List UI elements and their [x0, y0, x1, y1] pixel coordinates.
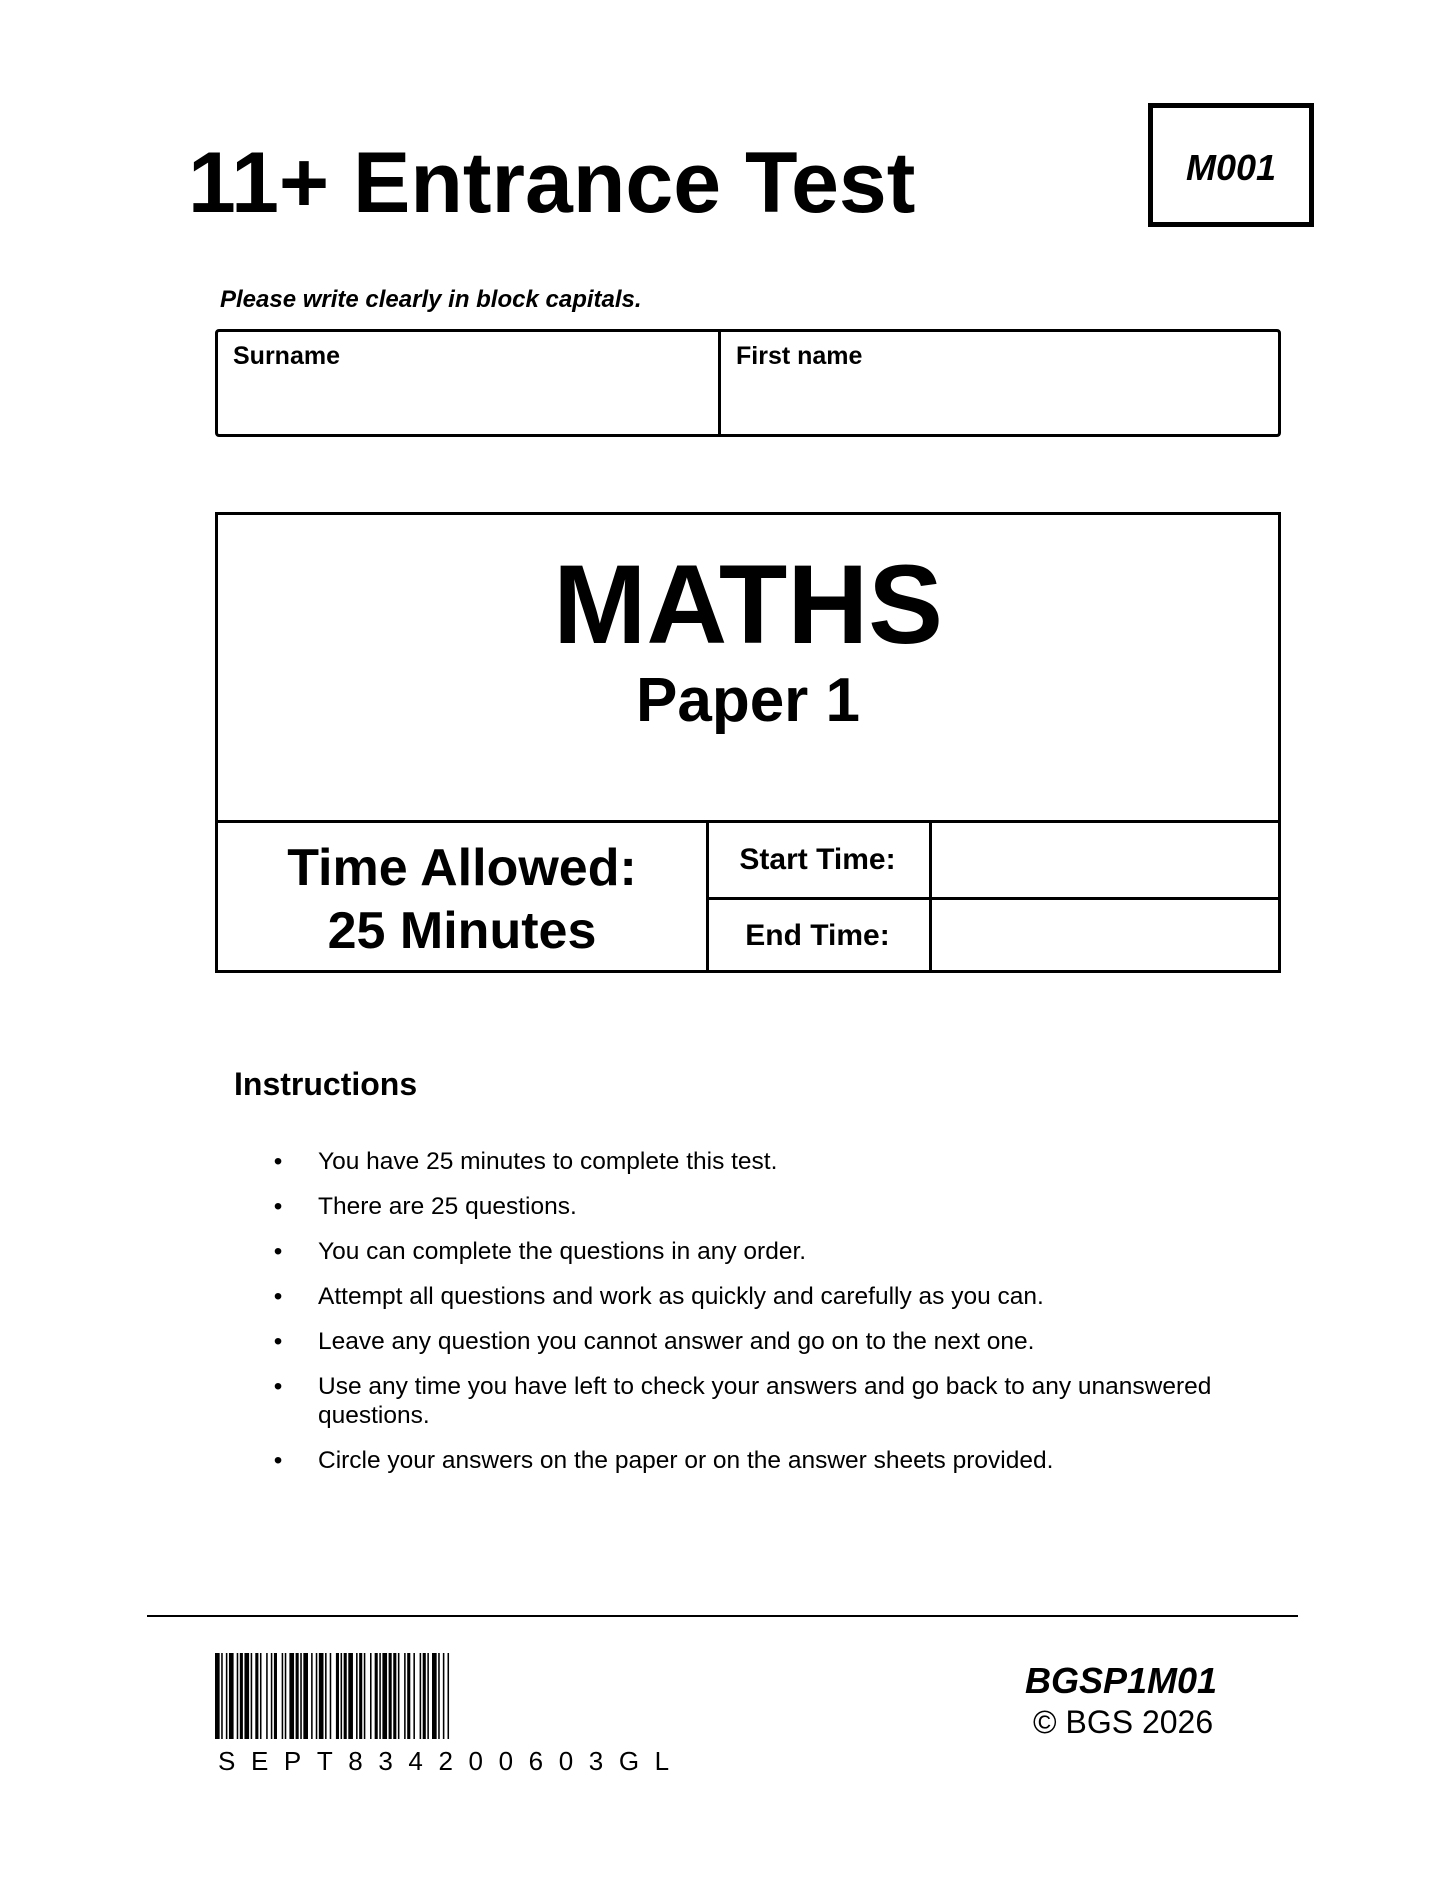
first-name-label: First name: [736, 342, 863, 370]
barcode-bar: [229, 1653, 234, 1739]
instruction-text: You have 25 minutes to complete this test.: [318, 1148, 778, 1175]
barcode-bar: [237, 1653, 239, 1739]
paper-code: M001: [1185, 147, 1277, 188]
barcode-bar: [240, 1653, 243, 1739]
instructions-heading: Instructions: [234, 1066, 418, 1102]
list-item: • You have 25 minutes to complete this test.: [273, 1148, 778, 1175]
surname-field[interactable]: [218, 332, 718, 434]
list-item: • Circle your answers on the paper or on the answer sheets provided.: [273, 1447, 1054, 1474]
barcode-bar: [255, 1653, 258, 1739]
barcode-bar: [389, 1653, 392, 1739]
page-title: 11+ Entrance Test: [188, 135, 916, 231]
barcode-bar: [407, 1653, 410, 1739]
barcode: [215, 1653, 649, 1739]
barcode-bar: [348, 1653, 353, 1739]
barcode-bar: [251, 1653, 253, 1739]
barcode-bar: [427, 1653, 429, 1739]
paper-number: Paper 1: [635, 666, 861, 735]
candidate-name-box: [215, 329, 1281, 437]
instruction-text: Leave any question you cannot answer and go on to the next one.: [318, 1328, 1035, 1355]
list-item: • You can complete the questions in any order.: [273, 1238, 807, 1265]
barcode-bar: [311, 1653, 313, 1739]
barcode-bar: [438, 1653, 440, 1739]
list-item: • Leave any question you cannot answer and go on to the next one.: [273, 1328, 1035, 1355]
barcode-bar: [244, 1653, 249, 1739]
barcode-bar: [420, 1653, 422, 1739]
block-capitals-note: Please write clearly in block capitals.: [220, 286, 642, 313]
barcode-bar: [423, 1653, 426, 1739]
barcode-bar: [382, 1653, 387, 1739]
barcode-bar: [282, 1653, 284, 1739]
barcode-bar: [336, 1653, 339, 1739]
barcode-bar: [260, 1653, 262, 1739]
list-item: • Attempt all questions and work as quickly and carefully as you can.: [273, 1283, 1044, 1310]
list-item: • Use any time you have left to check your answers and go back to any unanswered questions.: [273, 1373, 1212, 1429]
barcode-bar: [319, 1653, 324, 1739]
barcode-bar: [226, 1653, 228, 1739]
first-name-field[interactable]: [721, 332, 1278, 434]
barcode-bar: [303, 1653, 308, 1739]
copyright: © BGS 2026: [1033, 1704, 1214, 1740]
instruction-text: Circle your answers on the paper or on the answer sheets provided.: [318, 1447, 1054, 1474]
barcode-bar: [221, 1653, 223, 1739]
barcode-bar: [443, 1653, 445, 1739]
barcode-bar: [215, 1653, 220, 1739]
barcode-bar: [432, 1653, 437, 1739]
time-allowed-label: Time Allowed:: [287, 839, 637, 897]
barcode-bar: [448, 1653, 450, 1739]
list-item: • There are 25 questions.: [273, 1193, 577, 1220]
barcode-bar: [375, 1653, 378, 1739]
barcode-bar: [359, 1653, 362, 1739]
barcode-bar: [393, 1653, 396, 1739]
barcode-bar: [341, 1653, 343, 1739]
barcode-bar: [266, 1653, 268, 1739]
instruction-text: Use any time you have left to check your answers and go back to any unanswered questions.: [318, 1373, 1212, 1429]
barcode-bar: [271, 1653, 273, 1739]
time-allowed: [218, 837, 706, 963]
barcode-bar: [285, 1653, 287, 1739]
barcode-bar: [289, 1653, 294, 1739]
barcode-bar: [370, 1653, 372, 1739]
instruction-text: Attempt all questions and work as quickly and carefully as you can.: [318, 1283, 1044, 1310]
barcode-bar: [398, 1653, 400, 1739]
barcode-bar: [379, 1653, 381, 1739]
subject-box: [215, 512, 1281, 973]
paper-code-box: [1148, 103, 1314, 227]
barcode-bar: [413, 1653, 415, 1739]
barcode-bar: [330, 1653, 332, 1739]
instructions-list: [272, 1147, 1272, 1491]
barcode-bar: [364, 1653, 366, 1739]
instruction-text: There are 25 questions.: [318, 1193, 577, 1220]
instruction-text: You can complete the questions in any order.: [318, 1238, 807, 1265]
time-allowed-value: 25 Minutes: [327, 902, 597, 960]
barcode-bar: [356, 1653, 358, 1739]
paper-reference: BGSP1M01: [1025, 1660, 1218, 1701]
end-time-label: End Time:: [745, 919, 890, 952]
barcode-text: SEPT834200603GL: [218, 1746, 685, 1776]
barcode-bar: [296, 1653, 299, 1739]
barcode-bar: [274, 1653, 277, 1739]
barcode-bar: [404, 1653, 406, 1739]
start-time-label: Start Time:: [739, 843, 896, 876]
barcode-bar: [325, 1653, 327, 1739]
end-time-field[interactable]: [932, 900, 1278, 970]
subject-name: MATHS: [553, 542, 943, 667]
barcode-bar: [344, 1653, 347, 1739]
surname-label: Surname: [233, 342, 340, 370]
footer-divider: [147, 1615, 1298, 1617]
start-time-field[interactable]: [932, 823, 1278, 897]
barcode-bar: [316, 1653, 318, 1739]
barcode-bar: [300, 1653, 302, 1739]
